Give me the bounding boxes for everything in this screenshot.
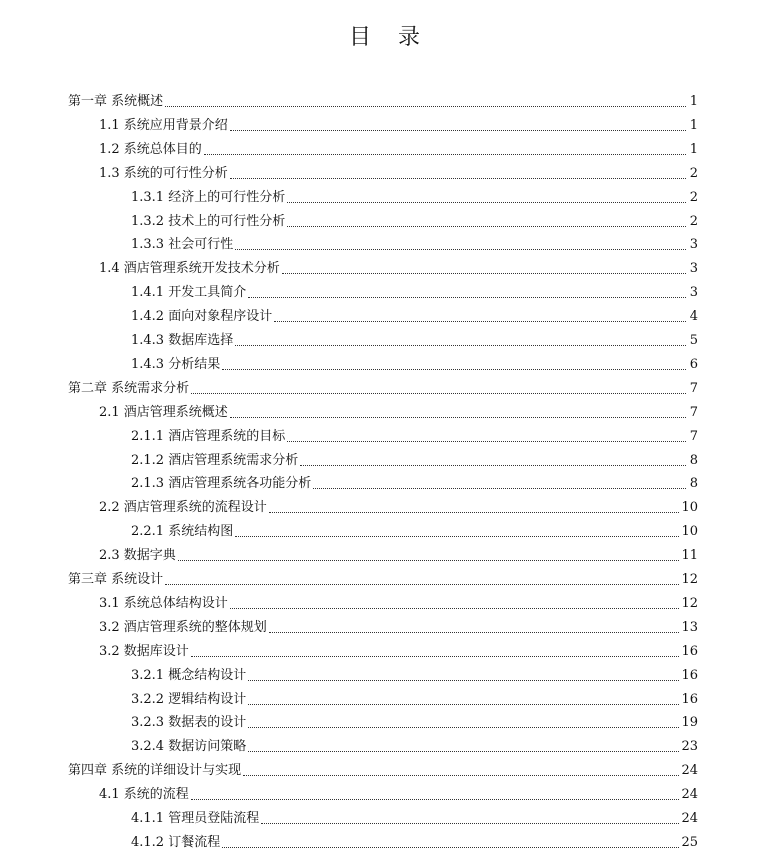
toc-entry-page-number: 11 bbox=[681, 548, 698, 564]
dot-leader bbox=[165, 583, 679, 585]
toc-entry[interactable] bbox=[99, 616, 698, 636]
toc-entry-label: 1.2 系统总体目的 bbox=[99, 141, 202, 157]
toc-entry-page-number: 7 bbox=[689, 380, 698, 396]
toc-entry[interactable] bbox=[131, 281, 698, 301]
dot-leader bbox=[235, 535, 679, 537]
toc-entry[interactable] bbox=[68, 568, 698, 588]
toc-entry[interactable] bbox=[99, 401, 698, 421]
dot-leader bbox=[248, 703, 679, 705]
toc-entry-label: 1.4.2 面向对象程序设计 bbox=[131, 309, 273, 325]
dot-leader bbox=[274, 320, 686, 322]
toc-entry-page-number: 24 bbox=[681, 787, 698, 803]
dot-leader bbox=[191, 655, 680, 657]
toc-entry-page-number: 13 bbox=[681, 619, 698, 635]
toc-entry[interactable] bbox=[68, 90, 698, 110]
toc-entry-page-number: 19 bbox=[681, 715, 698, 731]
toc-entry[interactable] bbox=[131, 425, 698, 445]
dot-leader bbox=[165, 105, 686, 107]
toc-entry-page-number: 16 bbox=[681, 691, 698, 707]
toc-entry-page-number: 3 bbox=[689, 285, 698, 301]
toc-entry-label: 4.1.2 订餐流程 bbox=[131, 834, 221, 850]
toc-entry[interactable] bbox=[99, 114, 698, 134]
toc-entry[interactable] bbox=[131, 735, 698, 755]
toc-entry-label: 3.1 系统总体结构设计 bbox=[99, 595, 228, 611]
toc-entry-page-number: 4 bbox=[689, 309, 698, 325]
toc-entry-page-number: 10 bbox=[681, 524, 698, 540]
toc-entry-label: 第二章 系统需求分析 bbox=[68, 380, 190, 396]
toc-entry-label: 3.2.2 逻辑结构设计 bbox=[131, 691, 247, 707]
toc-entry-label: 1.1 系统应用背景介绍 bbox=[99, 117, 228, 133]
toc-entry-page-number: 6 bbox=[689, 356, 698, 372]
toc-entry[interactable] bbox=[99, 257, 698, 277]
toc-entry-label: 2.1 酒店管理系统概述 bbox=[99, 404, 228, 420]
toc-entry[interactable] bbox=[99, 783, 698, 803]
toc-entry-page-number: 2 bbox=[689, 165, 698, 181]
toc-entry-page-number: 12 bbox=[681, 572, 698, 587]
toc-entry-label: 1.4.1 开发工具简介 bbox=[131, 285, 247, 301]
toc-entry[interactable] bbox=[131, 711, 698, 731]
toc-entry-page-number: 1 bbox=[689, 94, 698, 109]
toc-entry-label: 2.1.3 酒店管理系统各功能分析 bbox=[131, 476, 312, 492]
toc-entry[interactable] bbox=[99, 544, 698, 564]
toc-entry-page-number: 10 bbox=[681, 500, 698, 516]
dot-leader bbox=[230, 129, 686, 131]
dot-leader bbox=[235, 248, 686, 250]
toc-entry-label: 3.2.1 概念结构设计 bbox=[131, 667, 247, 683]
dot-leader bbox=[300, 464, 686, 466]
toc-entry-label: 2.3 数据字典 bbox=[99, 548, 176, 564]
toc-entry[interactable] bbox=[131, 233, 698, 253]
dot-leader bbox=[230, 607, 680, 609]
toc-entry[interactable] bbox=[68, 377, 698, 397]
toc-entry[interactable] bbox=[131, 472, 698, 492]
toc-entry-label: 4.1.1 管理员登陆流程 bbox=[131, 811, 260, 826]
toc-entry-page-number: 8 bbox=[689, 476, 698, 492]
dot-leader bbox=[178, 559, 680, 561]
dot-leader bbox=[282, 272, 686, 274]
toc-entry-page-number: 16 bbox=[681, 643, 698, 659]
dot-leader bbox=[287, 201, 686, 203]
toc-entry-page-number: 1 bbox=[689, 117, 698, 133]
dot-leader bbox=[269, 631, 680, 633]
toc-entry-label: 2.1.1 酒店管理系统的目标 bbox=[131, 428, 286, 444]
page-title: 目 录 bbox=[349, 25, 430, 50]
toc-entry-label: 1.4.3 数据库选择 bbox=[131, 333, 234, 348]
dot-leader bbox=[248, 296, 686, 298]
toc-entry-page-number: 3 bbox=[689, 261, 698, 277]
toc-entry[interactable] bbox=[131, 305, 698, 325]
dot-leader bbox=[261, 822, 679, 824]
toc-entry[interactable] bbox=[131, 807, 698, 827]
toc-entry-label: 3.2 酒店管理系统的整体规划 bbox=[99, 619, 267, 635]
toc-entry-page-number: 3 bbox=[689, 237, 698, 253]
dot-leader bbox=[230, 177, 686, 179]
dot-leader bbox=[222, 368, 686, 370]
toc-entry[interactable] bbox=[99, 162, 698, 182]
toc-entry[interactable] bbox=[99, 496, 698, 516]
toc-entry[interactable] bbox=[131, 210, 698, 230]
dot-leader bbox=[248, 750, 679, 752]
dot-leader bbox=[287, 440, 686, 442]
toc-entry-page-number: 25 bbox=[681, 834, 698, 850]
toc-entry-page-number: 12 bbox=[681, 595, 698, 611]
toc-entry-label: 第一章 系统概述 bbox=[68, 94, 164, 109]
toc-entry-label: 1.3.2 技术上的可行性分析 bbox=[131, 213, 286, 229]
toc-entry[interactable] bbox=[99, 592, 698, 612]
dot-leader bbox=[269, 511, 680, 513]
toc-entry[interactable] bbox=[131, 186, 698, 206]
dot-leader bbox=[248, 726, 679, 728]
dot-leader bbox=[204, 153, 686, 155]
toc-entry-page-number: 24 bbox=[681, 763, 698, 779]
toc-entry-label: 1.3.1 经济上的可行性分析 bbox=[131, 189, 286, 205]
toc-entry[interactable] bbox=[99, 138, 698, 158]
toc-entry-page-number: 7 bbox=[689, 404, 698, 420]
toc-entry-label: 2.2.1 系统结构图 bbox=[131, 524, 234, 540]
toc-entry-page-number: 24 bbox=[681, 811, 698, 826]
toc-entry-label: 2.2 酒店管理系统的流程设计 bbox=[99, 500, 267, 516]
toc-entry[interactable] bbox=[131, 664, 698, 684]
toc-entry-label: 3.2.4 数据访问策略 bbox=[131, 739, 247, 755]
dot-leader bbox=[191, 798, 680, 800]
toc-entry-label: 第三章 系统设计 bbox=[68, 572, 164, 587]
dot-leader bbox=[230, 416, 686, 418]
toc-entry[interactable] bbox=[131, 688, 698, 708]
dot-leader bbox=[248, 679, 679, 681]
toc-entry[interactable] bbox=[99, 640, 698, 660]
toc-entry[interactable] bbox=[131, 831, 698, 851]
dot-leader bbox=[313, 487, 686, 489]
toc-entry-label: 2.1.2 酒店管理系统需求分析 bbox=[131, 452, 299, 468]
dot-leader bbox=[243, 774, 679, 776]
toc-entry-label: 1.4.3 分析结果 bbox=[131, 356, 221, 372]
toc-entry-label: 3.2 数据库设计 bbox=[99, 643, 189, 659]
toc-entry-page-number: 2 bbox=[689, 213, 698, 229]
toc-entry[interactable] bbox=[131, 449, 698, 469]
toc-entry[interactable] bbox=[131, 329, 698, 349]
toc-entry-label: 1.3 系统的可行性分析 bbox=[99, 165, 228, 181]
dot-leader bbox=[287, 225, 686, 227]
dot-leader bbox=[235, 344, 686, 346]
dot-leader bbox=[222, 846, 679, 848]
toc-entry-page-number: 16 bbox=[681, 667, 698, 683]
toc-entry-label: 3.2.3 数据表的设计 bbox=[131, 715, 247, 731]
toc-entry-label: 4.1 系统的流程 bbox=[99, 787, 189, 803]
toc-entry-label: 第四章 系统的详细设计与实现 bbox=[68, 763, 242, 779]
toc-entry-label: 1.3.3 社会可行性 bbox=[131, 237, 234, 253]
toc-entry-page-number: 5 bbox=[689, 333, 698, 348]
toc-entry[interactable] bbox=[131, 520, 698, 540]
toc-entry[interactable] bbox=[68, 759, 698, 779]
toc-entry-page-number: 8 bbox=[689, 452, 698, 468]
dot-leader bbox=[191, 392, 686, 394]
toc-entry-page-number: 1 bbox=[689, 141, 698, 157]
toc-entry-page-number: 2 bbox=[689, 189, 698, 205]
toc-entry-label: 1.4 酒店管理系统开发技术分析 bbox=[99, 261, 280, 277]
toc-entry-page-number: 23 bbox=[681, 739, 698, 755]
toc-entry-page-number: 7 bbox=[689, 428, 698, 444]
toc-entry[interactable] bbox=[131, 353, 698, 373]
